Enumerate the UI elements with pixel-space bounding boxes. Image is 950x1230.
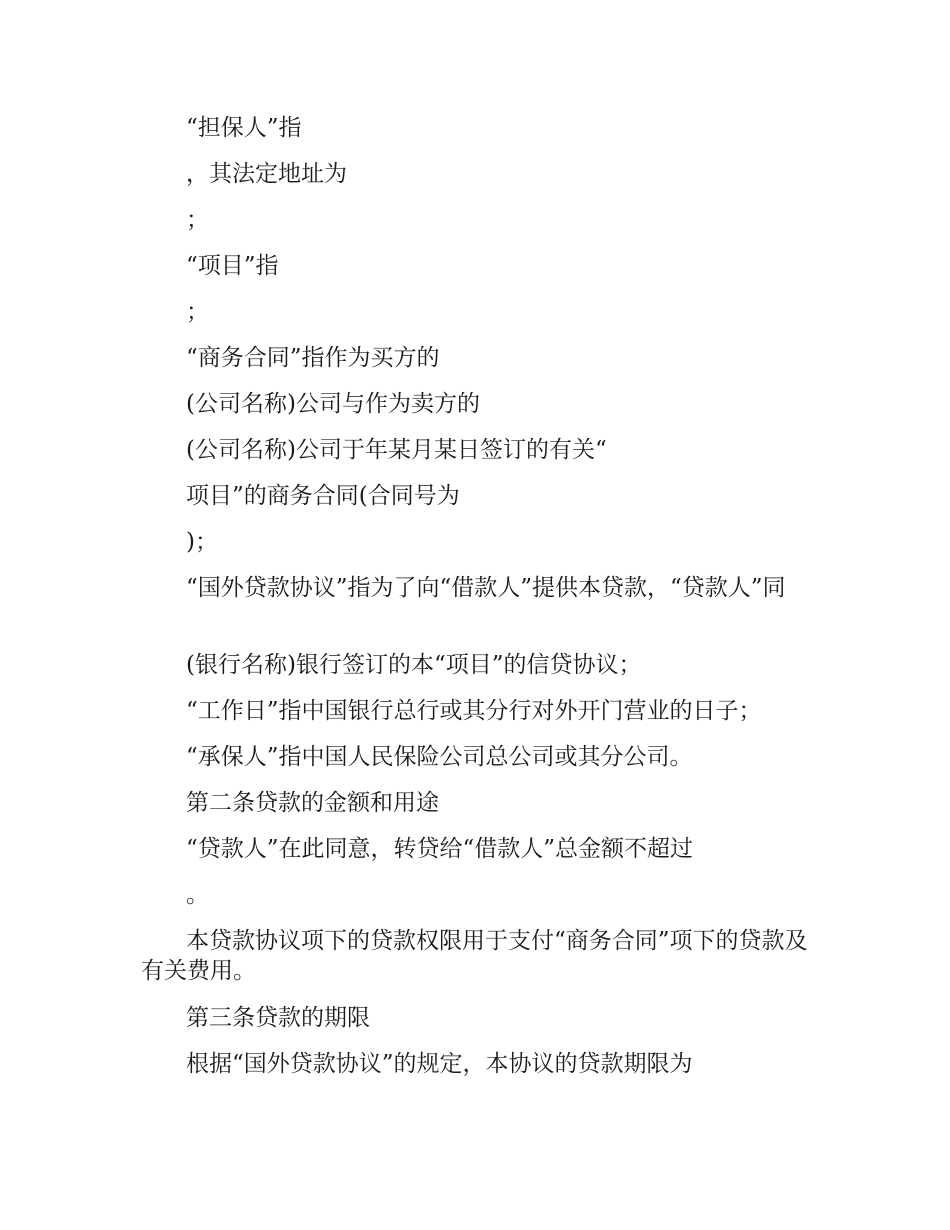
paragraph-legal-address: ，其法定地址为: [186, 161, 347, 187]
paragraph-project-definition: “项目”指: [186, 253, 279, 279]
paragraph-insurer-definition: “承保人”指中国人民保险公司总公司或其分公司。: [186, 744, 693, 770]
section-heading-article-3: 第三条贷款的期限: [186, 1005, 370, 1031]
paragraph-semicolon: ；: [186, 207, 209, 233]
paragraph-loan-purpose: 本贷款协议项下的贷款权限用于支付“商务合同”项下的贷款及有关费用。: [141, 928, 808, 984]
paragraph-guarantor-definition: “担保人”指: [186, 115, 302, 141]
paragraph-commercial-contract-definition: “商务合同”指作为买方的: [186, 345, 440, 371]
paragraph-bank-credit-agreement: (银行名称)银行签订的本“项目”的信贷协议；: [186, 652, 642, 678]
paragraph-contract-number: 项目”的商务合同(合同号为: [186, 483, 460, 509]
paragraph-buyer-company: (公司名称)公司与作为卖方的: [186, 391, 480, 417]
paragraph-seller-company: (公司名称)公司于年某月某日签订的有关“: [186, 437, 607, 463]
paragraph-semicolon: ；: [186, 299, 209, 325]
paragraph-loan-amount: “贷款人”在此同意，转贷给“借款人”总金额不超过: [186, 836, 694, 862]
section-heading-article-2: 第二条贷款的金额和用途: [186, 790, 439, 816]
paragraph-foreign-loan-agreement-definition: “国外贷款协议”指为了向“借款人”提供本贷款，“贷款人”同: [186, 575, 786, 601]
paragraph-period: 。: [186, 882, 209, 908]
paragraph-closing-bracket: )；: [186, 529, 218, 555]
paragraph-working-day-definition: “工作日”指中国银行总行或其分行对外开门营业的日子；: [186, 698, 762, 724]
paragraph-loan-term: 根据“国外贷款协议”的规定，本协议的贷款期限为: [186, 1051, 693, 1077]
